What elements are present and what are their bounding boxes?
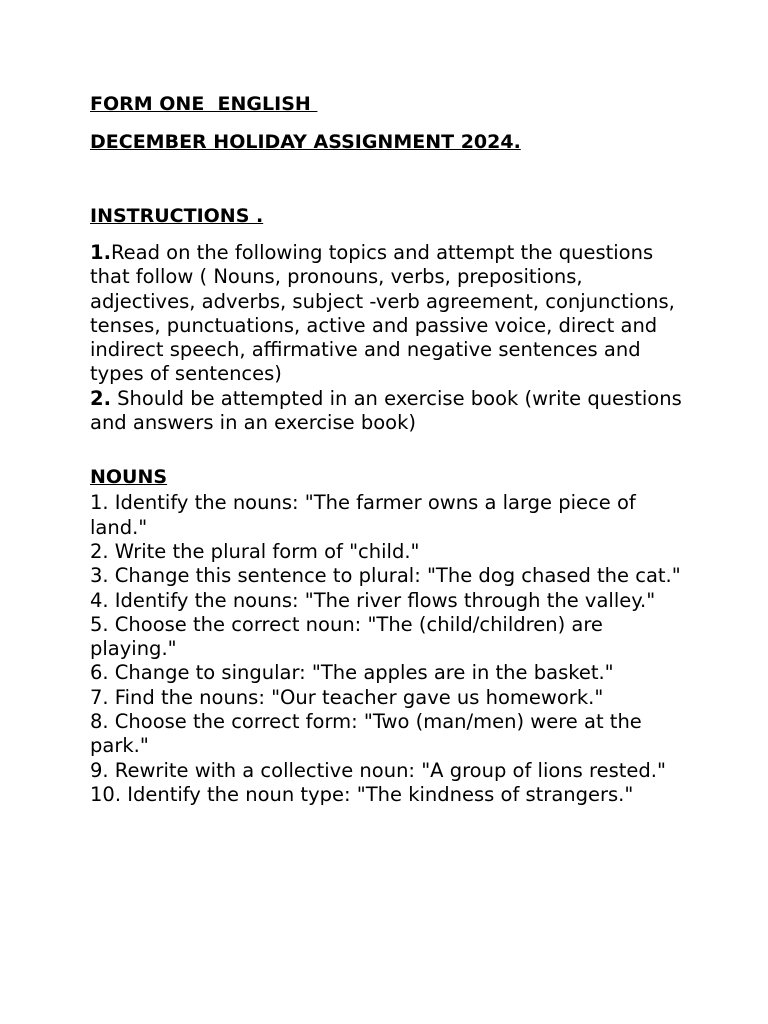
instructions-list bbox=[90, 241, 690, 435]
instruction-item bbox=[90, 387, 690, 436]
question-item: 6. Change to singular: "The apples are in the basket." bbox=[90, 661, 614, 685]
question-item: 10. Identify the noun type: "The kindness of strangers." bbox=[90, 782, 634, 806]
question-item: 3. Change this sentence to plural: "The dog chased the cat." bbox=[90, 564, 681, 588]
instructions-heading: INSTRUCTIONS . bbox=[90, 205, 264, 227]
document-page bbox=[90, 92, 690, 807]
section-heading-nouns: NOUNS bbox=[90, 466, 168, 489]
question-item: 9. Rewrite with a collective noun: "A group of lions rested." bbox=[90, 758, 666, 782]
question-item: 1. Identify the nouns: "The farmer owns a large piece of land." bbox=[90, 491, 636, 539]
assignment-title: DECEMBER HOLIDAY ASSIGNMENT 2024. bbox=[90, 131, 521, 153]
instruction-number: 2. bbox=[90, 386, 111, 410]
question-item: 7. Find the nouns: "Our teacher gave us homework." bbox=[90, 685, 604, 709]
instruction-text: Read on the following topics and attempt the questions that follow ( Nouns, pronouns, verbs, prepositions, adjectives, adverbs, subject -verb agreement, conjunctions, tenses, punctuations, active and passive voice, direct and indirect speech, affirmative and negative sentences and types of sentences) bbox=[90, 241, 675, 386]
instruction-number: 1. bbox=[90, 241, 111, 264]
instruction-item bbox=[90, 241, 690, 387]
question-list bbox=[90, 491, 690, 807]
question-item: 2. Write the plural form of "child." bbox=[90, 539, 420, 563]
question-item: 4. Identify the nouns: "The river flows through the valley." bbox=[90, 588, 656, 612]
instruction-text: Should be attempted in an exercise book (write questions and answers in an exercise book) bbox=[90, 386, 682, 435]
question-item: 5. Choose the correct noun: "The (child/children) are playing." bbox=[90, 612, 603, 661]
question-item: 8. Choose the correct form: "Two (man/men) were at the park." bbox=[90, 710, 642, 758]
document-title: FORM ONE ENGLISH bbox=[90, 93, 318, 115]
